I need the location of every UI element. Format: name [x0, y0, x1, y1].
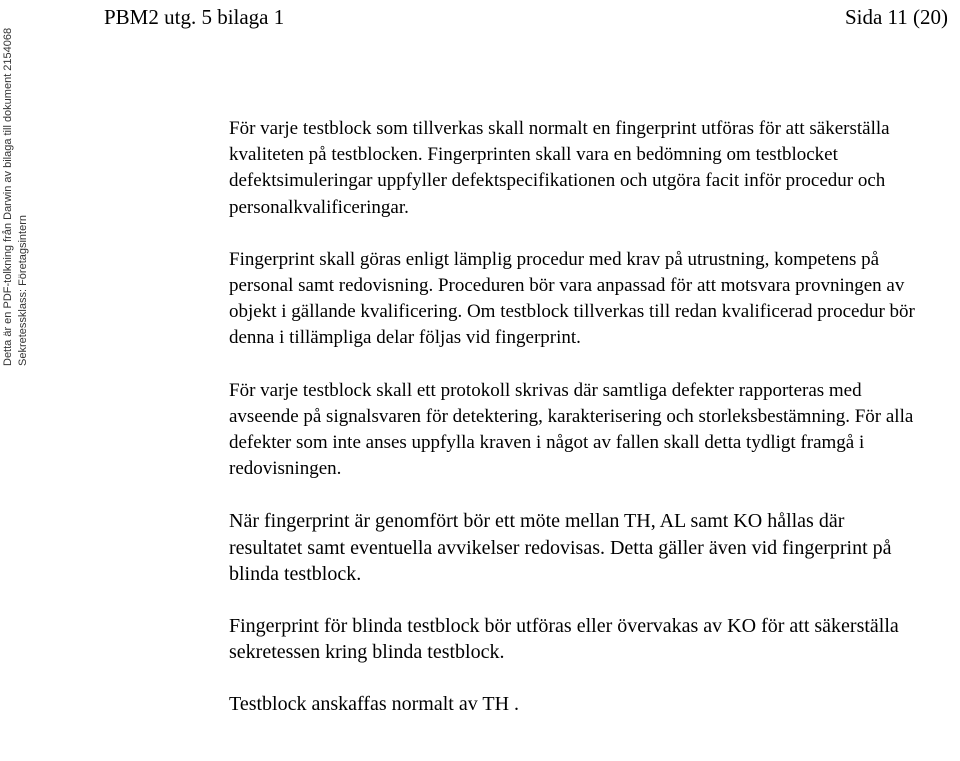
paragraph-fingerprint-procedure: Fingerprint skall göras enligt lämplig procedur med krav på utrustning, kompetens på personal samt redovisning. Proceduren bör vara anpassad för att motsvara provningen av objekt i gällande kvalificering. Om testblock tillverkas till redan kvalificerad procedur bör denna i tillämpliga delar följas vid fingerprint. — [229, 248, 915, 349]
watermark-classification-line: Sekretessklass: Företagsintern — [17, 214, 29, 366]
side-watermark — [0, 0, 40, 761]
watermark-source-line: Detta är en PDF-tolkning från Darwin av bilaga till dokument 2154068 — [2, 27, 14, 366]
paragraph-procurement: Testblock anskaffas normalt av TH . — [229, 693, 520, 716]
document-header-title: PBM2 utg. 5 bilaga 1 — [104, 5, 285, 29]
page-number: Sida 11 (20) — [844, 5, 948, 29]
document-body — [229, 116, 919, 744]
paragraph-blind-testblocks: Fingerprint för blinda testblock bör utföras eller övervakas av KO för att säkerställa sekretessen kring blinda testblock. — [229, 615, 899, 664]
paragraph-meeting: När fingerprint är genomfört bör ett möte mellan TH, AL samt KO hållas där resultatet samt eventuella avvikelser redovisas. Detta gäller även vid fingerprint på blinda testblock. — [229, 510, 892, 585]
paragraph-protocol: För varje testblock skall ett protokoll skrivas där samtliga defekter rapporteras med avseende på signalsvaren för detektering, karakterisering och storleksbestämning. För alla defekter som inte anses uppfylla kraven i något av fallen skall detta tydligt framgå i redovisningen. — [229, 379, 914, 480]
paragraph-fingerprint-purpose: För varje testblock som tillverkas skall normalt en fingerprint utföras för att säkerställa kvaliteten på testblocken. Fingerprinten skall vara en bedömning om testblocket defektsimuleringar uppfyller defektspecifikationen och utgöra facit inför procedur och personalkvalificeringar. — [229, 118, 890, 218]
